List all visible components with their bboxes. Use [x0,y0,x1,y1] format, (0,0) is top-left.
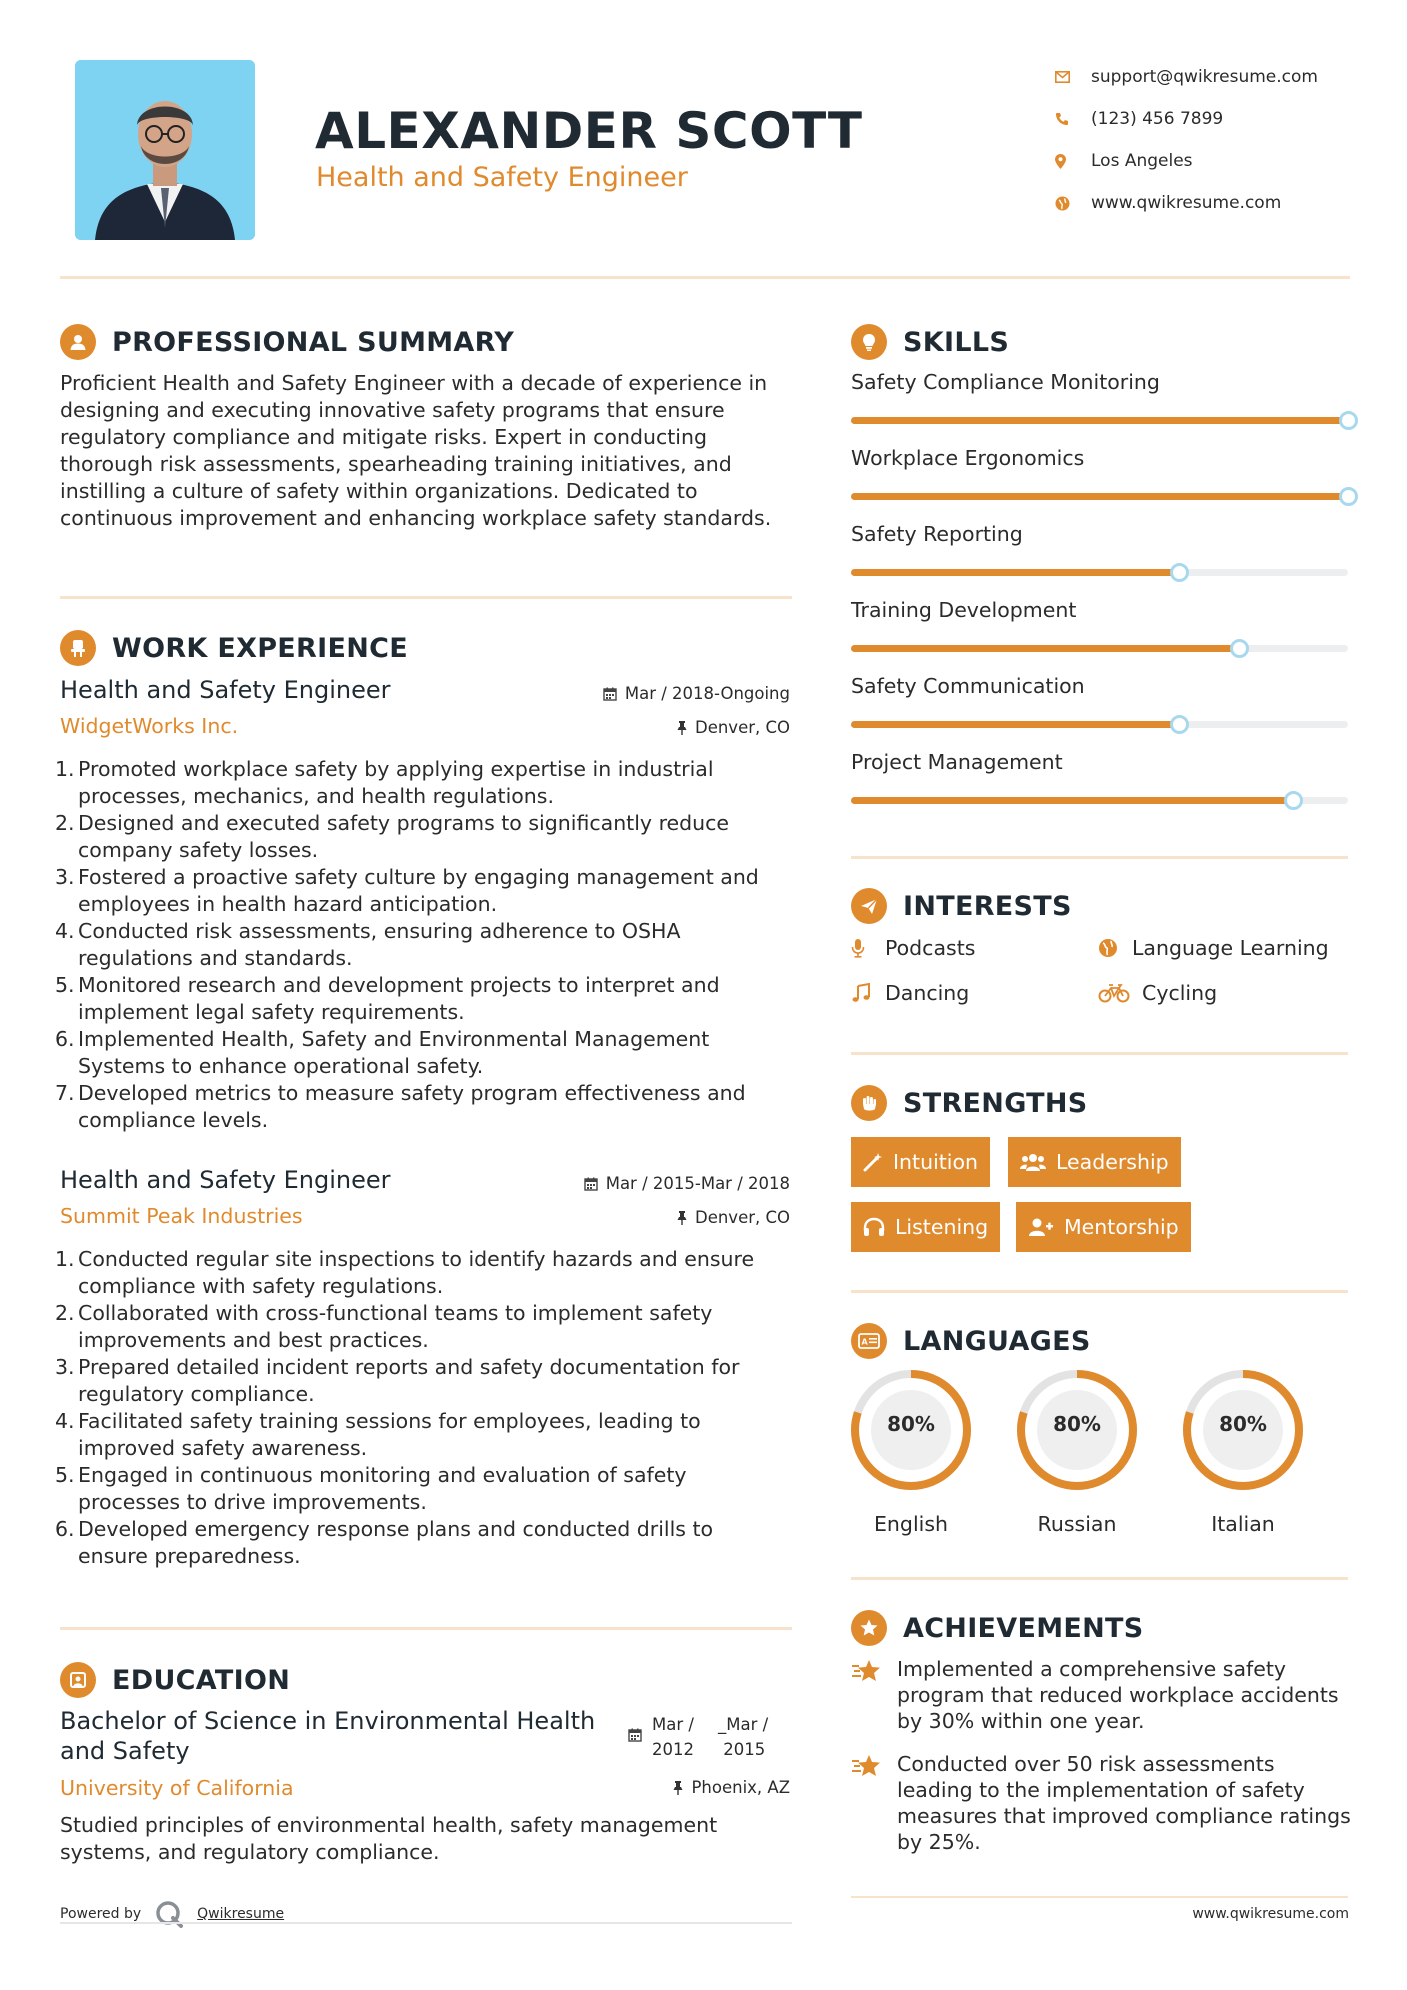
skill-label: Workplace Ergonomics [851,446,1085,470]
interests-heading-text: INTERESTS [903,890,1072,922]
skill-level-knob [1170,563,1189,582]
star-badge-icon [851,1656,897,1734]
strength-leadership [1008,1137,1181,1187]
skill-level-knob [1339,487,1358,506]
music-note-icon [851,983,885,1003]
language-item [1181,1368,1305,1536]
microphone-icon [851,938,885,958]
summary-heading [60,324,514,360]
interest-label: Language Learning [1132,936,1329,960]
achievements-heading-text: ACHIEVEMENTS [903,1612,1144,1644]
education-heading-text: EDUCATION [112,1664,291,1696]
skill-level-fill [851,645,1239,652]
list-item: 3. Fostered a proactive safety culture by engaging management and employees in health hazard anticipation. [55,865,759,916]
job-1-date-text: Mar / 2018-Ongoing [624,684,790,703]
skill-label: Safety Compliance Monitoring [851,370,1160,394]
list-item: 3. Prepared detailed incident reports and safety documentation for regulatory compliance. [55,1355,740,1406]
strength-label: Mentorship [1064,1215,1179,1239]
interests-heading [851,888,1072,924]
contact-email-text: support@qwikresume.com [1091,67,1318,87]
strengths-heading [851,1085,1088,1121]
list-item: 6. Developed emergency response plans and conducted drills to ensure preparedness. [55,1517,714,1568]
job-1-date [603,684,790,703]
globe-icon [1098,938,1132,958]
skill-level-fill [851,493,1348,500]
strength-listening [851,1202,1000,1252]
language-name: English [873,1512,949,1536]
user-icon [60,324,96,360]
job-2-title: Health and Safety Engineer [60,1166,391,1194]
skill-track [851,569,1348,576]
achievement-text: Conducted over 50 risk assessments leading to the implementation of safety measures that improved compliance ratings by 25%. [897,1752,1351,1854]
phone-icon [1055,112,1091,126]
contact-website-text: www.qwikresume.com [1091,193,1282,213]
pushpin-icon [677,721,687,735]
candidate-name: ALEXANDER SCOTT [315,102,863,160]
job-1-location-text: Denver, CO [694,718,790,737]
magic-wand-icon [863,1152,883,1172]
map-pin-icon [1055,154,1091,169]
education-description: Studied principles of environmental health, safety management systems, and regulatory compliance. [60,1813,718,1864]
experience-heading-text: WORK EXPERIENCE [112,632,408,664]
contact-location [1055,140,1395,182]
envelope-icon [1055,71,1091,83]
language-card-icon [851,1323,887,1359]
interest-label: Podcasts [885,936,976,960]
skill-label: Safety Communication [851,674,1085,698]
summary-heading-text: PROFESSIONAL SUMMARY [112,326,515,358]
job-2-bullets [55,1246,800,1570]
experience-divider [60,1627,792,1630]
graduate-icon [60,1662,96,1698]
interest-language-learning [1098,936,1329,960]
language-item [1015,1368,1139,1536]
contact-phone-text: (123) 456 7899 [1091,109,1224,129]
skill-level-fill [851,721,1179,728]
profile-photo [75,60,255,240]
contact-phone[interactable] [1055,98,1395,140]
summary-text: Proficient Health and Safety Engineer with a decade of experience in designing and executing innovative safety programs that ensure regulatory compliance and mitigate risks. Expert in conducting thorough risk assessments, spearheading training initiatives, and instilling a culture of safety within organizations. Dedicated to continuous improvement and enhancing workplace safety standards. [60,371,772,530]
contact-list [1055,56,1395,224]
strength-label: Leadership [1056,1150,1169,1174]
skill-track [851,417,1348,424]
list-item: 7. Developed metrics to measure safety program effectiveness and compliance levels. [55,1081,746,1132]
list-item: 2. Collaborated with cross-functional teams to implement safety improvements and best practices. [55,1301,713,1352]
language-percent: 80% [1219,1412,1267,1436]
interest-label: Dancing [885,981,970,1005]
users-icon [1020,1152,1046,1172]
headphones-icon [863,1217,885,1237]
chair-icon [60,630,96,666]
job-1-location [677,718,790,737]
qwikresume-link[interactable]: Qwikresume [197,1906,285,1922]
list-item: 4. Facilitated safety training sessions for employees, leading to improved safety awareness. [55,1409,701,1460]
star-circle-icon [851,1610,887,1646]
summary-divider [60,596,792,599]
job-1-company: WidgetWorks Inc. [60,714,239,738]
svg-text:A: A [861,1337,868,1347]
calendar-icon [584,1177,598,1191]
job-2-location-text: Denver, CO [694,1208,790,1227]
raised-fist-icon [851,1085,887,1121]
achievement-item [851,1751,1351,1855]
skill-label: Safety Reporting [851,522,1023,546]
school-location-text: Phoenix, AZ [691,1778,790,1797]
achievements-heading [851,1610,1144,1646]
calendar-icon [628,1724,642,1762]
language-item [849,1368,973,1536]
skill-level-knob [1170,715,1189,734]
job-1-title: Health and Safety Engineer [60,676,391,704]
list-item: 5. Engaged in continuous monitoring and evaluation of safety processes to drive improvements. [55,1463,687,1514]
education-end: _Mar / 2015 [718,1715,769,1759]
list-item: 6. Implemented Health, Safety and Environmental Management Systems to enhance operational safety. [55,1027,710,1078]
language-percent: 80% [1053,1412,1101,1436]
star-badge-icon [851,1751,897,1855]
strengths-heading-text: STRENGTHS [903,1087,1088,1119]
school-location [673,1778,790,1797]
skills-heading-text: SKILLS [903,326,1010,358]
strength-intuition [851,1137,990,1187]
job-1-bullets [55,756,800,1134]
pushpin-icon [673,1781,683,1795]
strength-label: Listening [895,1215,989,1239]
header-divider [60,276,1350,279]
strengths-divider [851,1290,1348,1293]
lightbulb-icon [851,324,887,360]
bicycle-icon [1098,983,1142,1003]
skill-level-knob [1284,791,1303,810]
skill-level-knob [1230,639,1249,658]
language-name: Russian [1037,1512,1117,1536]
list-item: 2. Designed and executed safety programs to significantly reduce company safety losses. [55,811,730,862]
contact-location-text: Los Angeles [1091,151,1193,171]
skill-level-fill [851,569,1179,576]
skill-level-fill [851,797,1293,804]
pushpin-icon [677,1211,687,1225]
paper-plane-icon [851,888,887,924]
skill-level-fill [851,417,1348,424]
footer-url[interactable]: www.qwikresume.com [1192,1906,1349,1922]
language-name: Italian [1211,1512,1275,1536]
skill-label: Project Management [851,750,1063,774]
candidate-title: Health and Safety Engineer [316,162,688,193]
skill-label: Training Development [851,598,1077,622]
job-2-location [677,1208,790,1227]
skills-heading [851,324,1009,360]
list-item: 1. Conducted regular site inspections to identify hazards and ensure compliance with safety regulations. [55,1247,755,1298]
powered-by-text: Powered by [60,1906,142,1922]
skill-track [851,797,1348,804]
languages-heading-text: LANGUAGES [903,1325,1091,1357]
languages-heading [851,1323,1091,1359]
experience-heading [60,630,408,666]
skill-track [851,645,1348,652]
education-heading [60,1662,290,1698]
strength-label: Intuition [893,1150,979,1174]
list-item: 4. Conducted risk assessments, ensuring adherence to OSHA regulations and standards. [55,919,681,970]
interests-divider [851,1052,1348,1055]
calendar-icon [603,687,617,701]
languages-divider [851,1577,1348,1580]
interest-cycling [1098,981,1217,1005]
school-name: University of California [60,1776,294,1800]
language-percent: 80% [887,1412,935,1436]
education-dates [628,1712,788,1762]
skill-track [851,721,1348,728]
contact-email[interactable] [1055,56,1395,98]
interest-dancing [851,981,969,1005]
job-2-date [584,1174,790,1193]
degree-title: Bachelor of Science in Environmental Health and Safety [60,1707,596,1765]
job-2-date-text: Mar / 2015-Mar / 2018 [605,1174,790,1193]
footer-left-divider [60,1922,792,1924]
education-start: Mar / 2012 [652,1715,694,1759]
skill-track [851,493,1348,500]
interest-label: Cycling [1142,981,1218,1005]
globe-icon [1055,196,1091,211]
job-2-company: Summit Peak Industries [60,1204,303,1228]
strength-mentorship [1016,1202,1191,1252]
contact-website[interactable] [1055,182,1395,224]
skills-divider [851,856,1348,859]
list-item: 5. Monitored research and development projects to interpret and implement legal safety requirements. [55,973,720,1024]
achievement-item [851,1656,1351,1734]
achievement-text: Implemented a comprehensive safety program that reduced workplace accidents by 30% within one year. [897,1657,1339,1733]
list-item: 1. Promoted workplace safety by applying expertise in industrial processes, mechanics, and health regulations. [55,757,714,808]
skill-level-knob [1339,411,1358,430]
interest-podcasts [851,936,975,960]
user-plus-icon [1028,1217,1054,1237]
footer-right-divider [851,1896,1348,1898]
